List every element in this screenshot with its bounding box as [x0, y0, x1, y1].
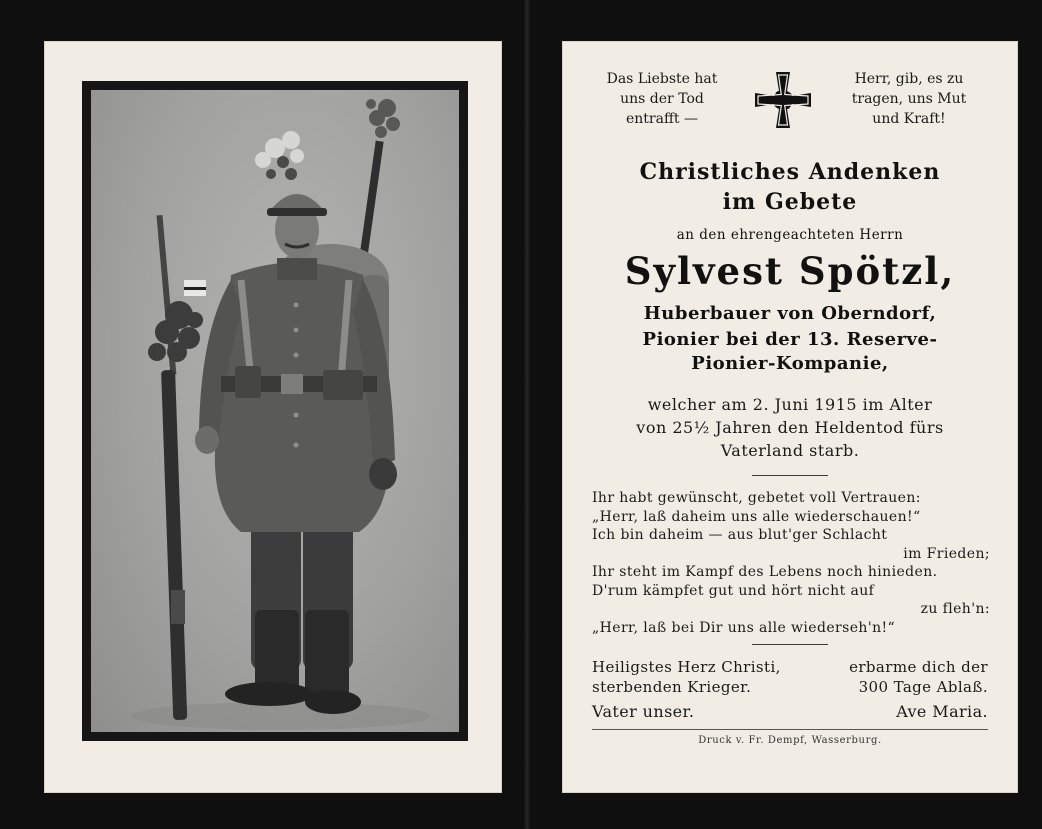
- soldier-portrait-photo: [91, 90, 459, 732]
- poem-line: D'rum kämpfet gut und hört nicht auf: [592, 582, 875, 599]
- verse-right: Herr, gib, es zu tragen, uns Mut und Kraft!: [851, 71, 967, 127]
- occupation-line: Huberbauer von Oberndorf,: [643, 303, 937, 324]
- divider-rule: [752, 644, 828, 645]
- deceased-name: Sylvest Spötzl,: [624, 249, 956, 293]
- dedication-line: an den ehrengeachteten Herrn: [676, 227, 904, 243]
- prayer-line-1-right: erbarme dich der: [849, 658, 988, 676]
- iron-cross-icon: [752, 69, 814, 131]
- poem-line: Ihr steht im Kampf des Lebens noch hinieden.: [592, 564, 938, 580]
- poem-line: „Herr, laß daheim uns alle wiederschauen!“: [592, 508, 921, 525]
- prayer-line-1-left: Heiligstes Herz Christi,: [592, 658, 781, 676]
- card-fold-spine: [523, 0, 531, 829]
- photo-frame: [82, 81, 468, 741]
- hail-mary-label: Ave Maria.: [896, 702, 988, 721]
- poem-line: zu fleh'n:: [920, 601, 990, 617]
- prayer-line-2-left: sterbenden Krieger.: [592, 678, 752, 696]
- our-father-label: Vater unser.: [592, 702, 695, 721]
- indulgence-note: 300 Tage Ablaß.: [858, 678, 988, 696]
- sacred-heart-prayer: [592, 657, 988, 697]
- death-notice: welcher am 2. Juni 1915 im Alter von 25½ Jahren den Heldentod fürs Vaterland starb.: [636, 395, 944, 460]
- unit-line-1: Pionier bei der 13. Reserve-: [642, 329, 938, 350]
- footer-rule: [592, 729, 988, 730]
- heading-line-2: im Gebete: [722, 189, 858, 215]
- poem-line: im Frieden;: [903, 545, 990, 562]
- verse-left: Das Liebste hat uns der Tod entrafft —: [606, 71, 718, 127]
- heading-line-1: Christliches Andenken: [639, 159, 941, 185]
- divider-rule: [752, 475, 828, 476]
- unit-line-2: Pionier-Kompanie,: [691, 353, 889, 374]
- printer-imprint: Druck v. Fr. Dempf, Wasserburg.: [698, 735, 882, 746]
- memorial-poem: [592, 489, 990, 637]
- poem-line: Ihr habt gewünscht, gebetet voll Vertrauen:: [592, 490, 921, 506]
- poem-line: „Herr, laß bei Dir uns alle wiederseh'n!“: [592, 619, 896, 636]
- poem-line: Ich bin daheim — aus blut'ger Schlacht: [592, 527, 888, 543]
- soldier-illustration: [91, 90, 459, 732]
- left-card: [44, 41, 502, 793]
- right-card: [562, 41, 1018, 793]
- closing-prayers: [592, 702, 988, 722]
